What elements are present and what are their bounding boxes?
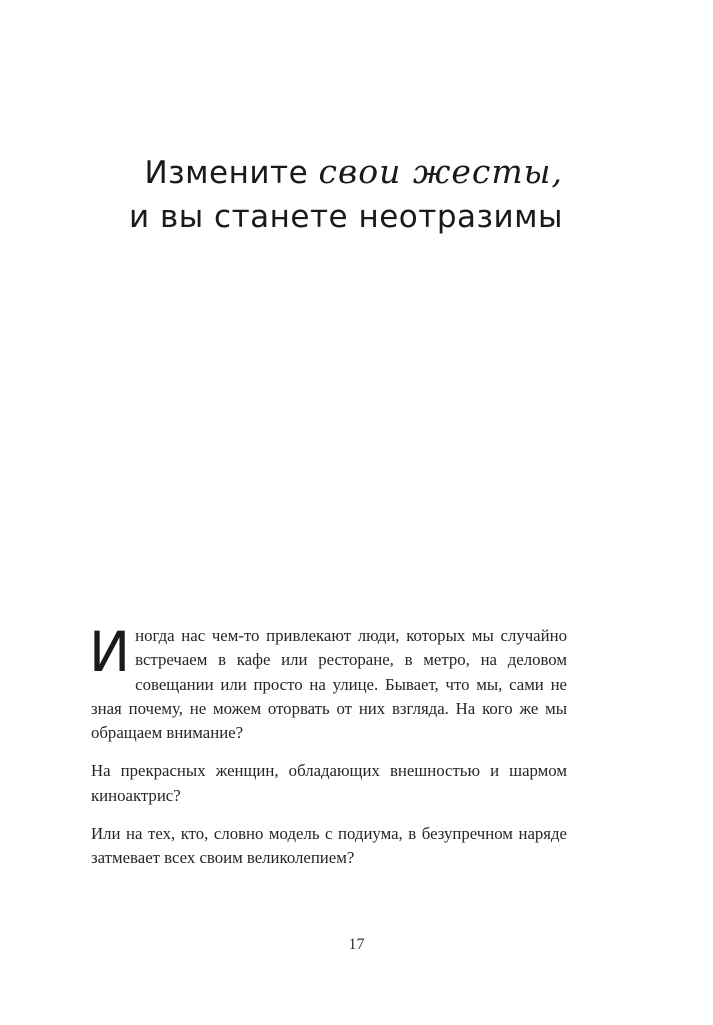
chapter-title xyxy=(129,150,563,239)
chapter-title-text: Измените xyxy=(144,155,319,191)
body-text xyxy=(89,620,567,885)
page-number: 17 xyxy=(348,936,365,953)
drop-cap: И xyxy=(89,620,131,684)
chapter-title-line-1 xyxy=(129,150,563,195)
paragraph-3: Или на тех, кто, словно модель с подиума, в безупречном наряде затмевает всех своим великолепием? xyxy=(91,824,567,868)
paragraph-2: На прекрасных женщин, обладающих внешностью и шармом киноактрис? xyxy=(91,761,567,805)
chapter-title-script: свои жесты, xyxy=(318,152,563,191)
paragraph-1-text: ногда нас чем-то привлекают люди, которых мы случайно встречаем в кафе или ресторане, в метро, на деловом совещании или просто на улице. Бывает, что мы, сами не зная почему, не можем оторвать от них взгляда. На кого же мы обращаем внимание? xyxy=(91,626,567,743)
paragraph-1 xyxy=(89,620,567,745)
chapter-title-line-2: и вы станете неотразимы xyxy=(128,199,563,235)
